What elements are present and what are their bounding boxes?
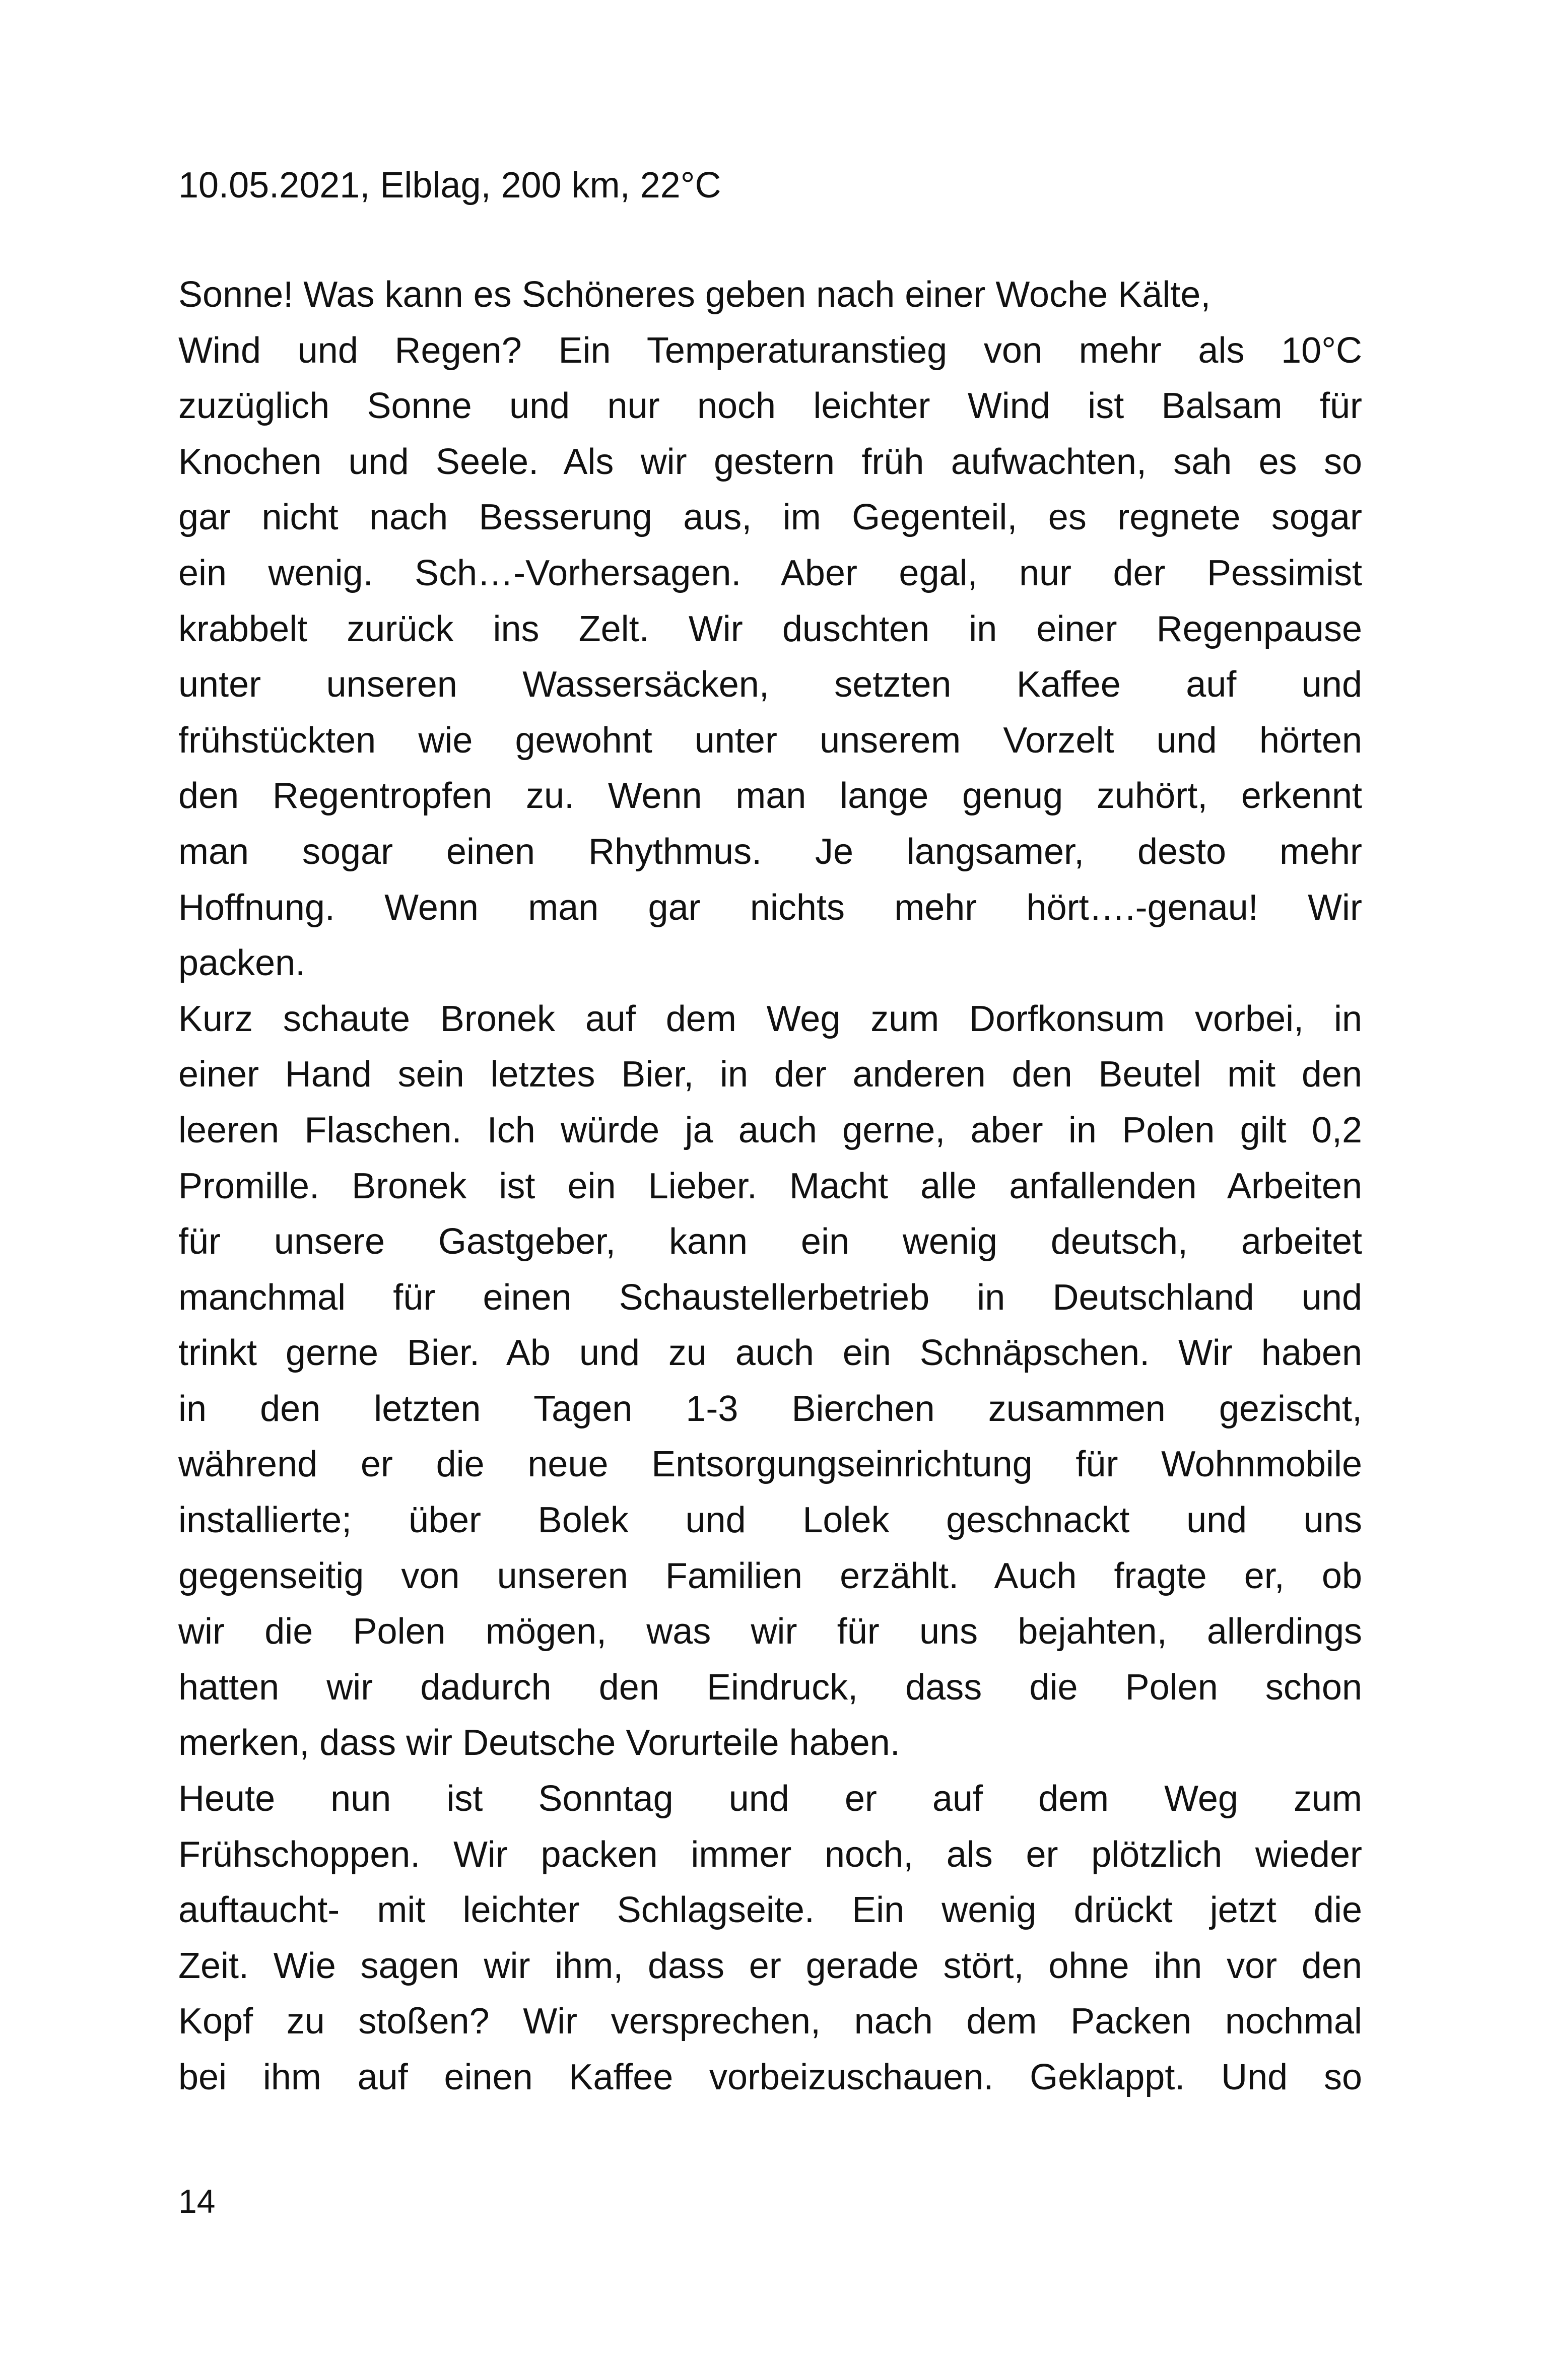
text-line: zuzüglich Sonne und nur noch leichter Wind ist Balsam für xyxy=(178,386,1362,427)
text-line: Frühschoppen. Wir packen immer noch, als er plötzlich wieder xyxy=(178,1834,1362,1875)
text-line: Kurz schaute Bronek auf dem Weg zum Dorfkonsum vorbei, in xyxy=(178,998,1362,1039)
entry-header: 10.05.2021, Elblag, 200 km, 22°C xyxy=(178,165,721,206)
text-line: merken, dass wir Deutsche Vorurteile haben. xyxy=(178,1723,900,1763)
text-line: ein wenig. Sch…-Vorhersagen. Aber egal, nur der Pessimist xyxy=(178,553,1362,593)
text-line: hatten wir dadurch den Eindruck, dass die Polen schon xyxy=(178,1667,1362,1708)
text-line: frühstückten wie gewohnt unter unserem Vorzelt und hörten xyxy=(178,720,1362,761)
text-line: wir die Polen mögen, was wir für uns bejahten, allerdings xyxy=(178,1611,1362,1652)
text-line: Zeit. Wie sagen wir ihm, dass er gerade stört, ohne ihn vor den xyxy=(178,1945,1362,1986)
text-line: in den letzten Tagen 1-3 Bierchen zusammen gezischt, xyxy=(178,1388,1362,1429)
text-line: trinkt gerne Bier. Ab und zu auch ein Schnäpschen. Wir haben xyxy=(178,1333,1362,1374)
text-line: Promille. Bronek ist ein Lieber. Macht alle anfallenden Arbeiten xyxy=(178,1166,1362,1206)
text-line: bei ihm auf einen Kaffee vorbeizuschauen. Geklappt. Und so xyxy=(178,2057,1362,2097)
text-line: leeren Flaschen. Ich würde ja auch gerne, aber in Polen gilt 0,2 xyxy=(178,1110,1362,1150)
text-line: für unsere Gastgeber, kann ein wenig deutsch, arbeitet xyxy=(178,1221,1362,1262)
text-line: den Regentropfen zu. Wenn man lange genug zuhört, erkennt xyxy=(178,776,1362,817)
text-line: unter unseren Wassersäcken, setzten Kaffee auf und xyxy=(178,664,1362,705)
text-line: manchmal für einen Schaustellerbetrieb in Deutschland und xyxy=(178,1277,1362,1318)
text-line: einer Hand sein letztes Bier, in der anderen den Beutel mit den xyxy=(178,1054,1362,1095)
text-line: krabbelt zurück ins Zelt. Wir duschten in einer Regenpause xyxy=(178,608,1362,649)
text-line: Hoffnung. Wenn man gar nichts mehr hört….-genau! Wir xyxy=(178,887,1362,928)
page-number: 14 xyxy=(178,2183,216,2220)
text-line: installierte; über Bolek und Lolek geschnackt und uns xyxy=(178,1500,1362,1541)
body-text xyxy=(178,267,1362,2105)
text-line: während er die neue Entsorgungseinrichtung für Wohnmobile xyxy=(178,1444,1362,1485)
text-line: auftaucht- mit leichter Schlagseite. Ein wenig drückt jetzt die xyxy=(178,1890,1362,1931)
text-line: Kopf zu stoßen? Wir versprechen, nach dem Packen nochmal xyxy=(178,2001,1362,2042)
text-line: gar nicht nach Besserung aus, im Gegenteil, es regnete sogar xyxy=(178,497,1362,538)
text-line: Sonne! Was kann es Schöneres geben nach einer Woche Kälte, xyxy=(178,275,1211,315)
text-line: Heute nun ist Sonntag und er auf dem Weg zum xyxy=(178,1779,1362,1819)
text-line: gegenseitig von unseren Familien erzählt. Auch fragte er, ob xyxy=(178,1555,1362,1596)
text-line: Wind und Regen? Ein Temperaturanstieg von mehr als 10°C xyxy=(178,330,1362,371)
text-line: packen. xyxy=(178,943,306,984)
text-line: man sogar einen Rhythmus. Je langsamer, desto mehr xyxy=(178,831,1362,872)
text-line: Knochen und Seele. Als wir gestern früh aufwachten, sah es so xyxy=(178,441,1362,482)
